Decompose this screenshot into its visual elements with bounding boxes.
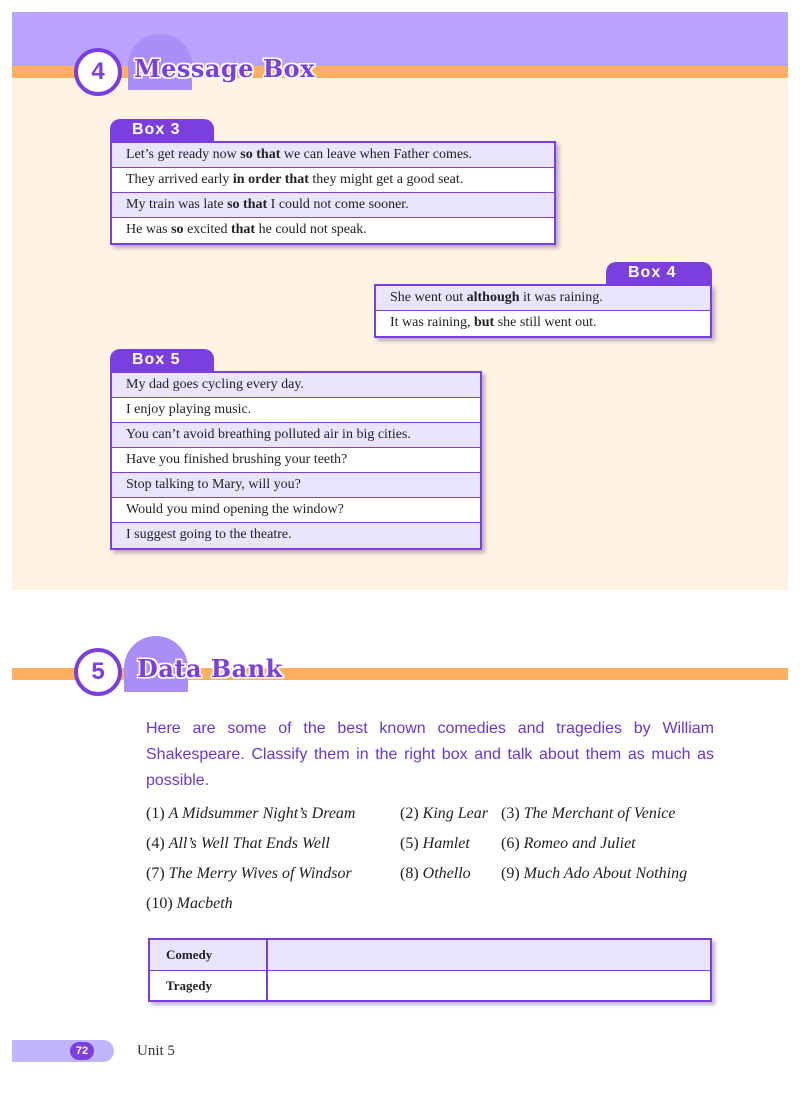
box-5	[110, 371, 482, 550]
list-item: (10) Macbeth	[146, 895, 233, 912]
table-row	[150, 940, 710, 970]
unit-label: Unit 5	[137, 1043, 175, 1059]
page-number: 72	[70, 1042, 94, 1060]
sentence-row: My train was late so that I could not come sooner.	[112, 193, 554, 218]
sentence-row: You can’t avoid breathing polluted air in big cities.	[112, 423, 480, 448]
tragedy-label: Tragedy	[150, 971, 268, 1000]
footer-bar	[12, 1040, 114, 1062]
list-item: (7) The Merry Wives of Windsor	[146, 865, 352, 882]
sentence-row: He was so excited that he could not speak.	[126, 222, 367, 237]
box-3	[110, 141, 556, 245]
list-item: (4) All’s Well That Ends Well	[146, 835, 330, 852]
box-3-label: Box 3	[110, 119, 214, 141]
section-title: Data Bank	[137, 654, 283, 683]
sentence-row: Would you mind opening the window?	[112, 498, 480, 523]
sentence-row: Let’s get ready now so that we can leave when Father comes.	[112, 143, 554, 168]
classification-table	[148, 938, 712, 1002]
table-row	[150, 970, 710, 1000]
tragedy-answer-cell[interactable]	[268, 971, 710, 1000]
sentence-row: I enjoy playing music.	[112, 398, 480, 423]
sentence-row: I suggest going to the theatre.	[112, 523, 480, 548]
list-item: (6) Romeo and Juliet	[501, 835, 636, 852]
sentence-row: Stop talking to Mary, will you?	[112, 473, 480, 498]
comedy-answer-cell[interactable]	[268, 940, 710, 970]
section-title: Message Box	[134, 54, 315, 83]
comedy-label: Comedy	[150, 940, 268, 970]
list-item: (8) Othello	[400, 865, 471, 882]
list-item: (9) Much Ado About Nothing	[501, 865, 688, 882]
list-item: (2) King Lear	[400, 805, 488, 822]
section-number-badge: 4	[74, 48, 122, 96]
section-number-badge: 5	[74, 648, 122, 696]
box-4	[374, 284, 712, 338]
list-item: (1) A Midsummer Night’s Dream	[146, 805, 356, 822]
sentence-row: My dad goes cycling every day.	[112, 373, 480, 398]
list-item: (3) The Merchant of Venice	[501, 805, 676, 822]
sentence-row: Have you finished brushing your teeth?	[112, 448, 480, 473]
sentence-row: It was raining, but she still went out.	[390, 315, 597, 330]
sentence-row: They arrived early in order that they might get a good seat.	[112, 168, 554, 193]
box-4-label: Box 4	[606, 262, 712, 284]
instructions-text: Here are some of the best known comedies and tragedies by William Shakespeare. Classify them in the right box and talk about them as much as possible.	[146, 720, 714, 789]
list-item: (5) Hamlet	[400, 835, 470, 852]
sentence-row: She went out although it was raining.	[376, 286, 710, 311]
box-5-label: Box 5	[110, 349, 214, 371]
